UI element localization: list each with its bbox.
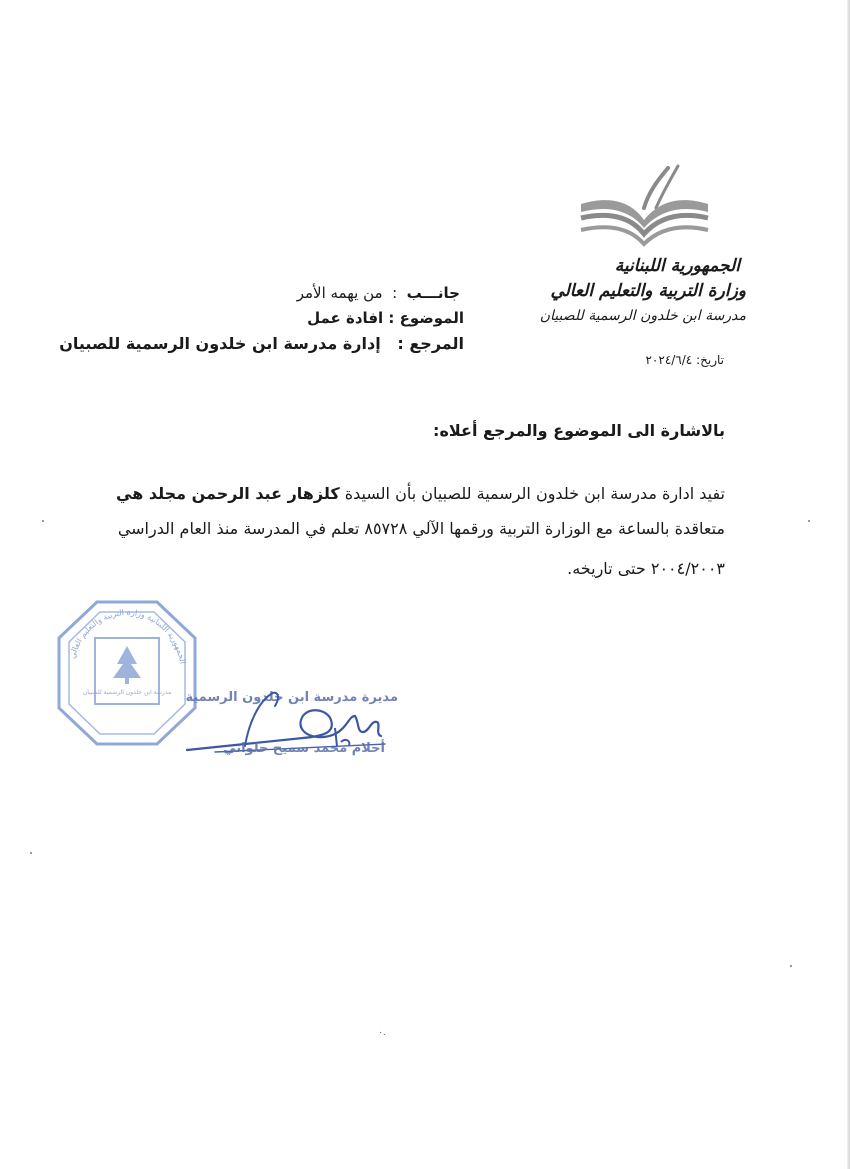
subject-value: : افادة عمل <box>307 309 400 327</box>
stamp-outer-text: الجمهورية اللبنانية وزارة التربية والتعليم العالي <box>67 607 188 665</box>
header-ministry: وزارة التربية والتعليم العالي <box>550 281 746 301</box>
scan-speck <box>790 965 792 967</box>
reference-value: : إدارة مدرسة ابن خلدون الرسمية للصبيان <box>59 334 410 353</box>
signature-title: مديرة مدرسة ابن خلدون الرسمية <box>185 690 398 705</box>
employee-name: كلزهار عبد الرحمن مجلد <box>148 484 340 503</box>
body-line-1-text-a: تفيد ادارة مدرسة ابن خلدون الرسمية للصبيان بأن السيدة <box>339 484 725 503</box>
body-line-1 <box>116 481 725 507</box>
recipient-value: : من يهمه الأمر <box>296 284 407 302</box>
body-line-2: متعاقدة بالساعة مع الوزارة التربية ورقمها الآلي ٨٥٧٢٨ تعلم في المدرسة منذ العام الدراسي <box>117 519 725 538</box>
header-republic: الجمهورية اللبنانية <box>614 256 740 276</box>
recipient-label: جانـــب <box>406 284 460 302</box>
open-book-logo-icon <box>578 160 713 250</box>
meta-subject <box>307 309 464 327</box>
stamp-inner-text: مدرسة ابن خلدون الرسمية للصبيان <box>82 689 172 696</box>
reference-label: المرجع <box>409 334 464 353</box>
body-line-3: ٢٠٠٤/٢٠٠٣ حتى تاريخه. <box>567 559 725 578</box>
subject-label: الموضوع <box>399 309 464 327</box>
meta-recipient <box>297 284 460 302</box>
scan-speck <box>30 852 32 854</box>
date-line <box>645 353 724 367</box>
scan-speck <box>808 520 810 522</box>
salutation: بالاشارة الى الموضوع والمرجع أعلاه: <box>433 421 725 440</box>
body-line-1-text-b: هي <box>116 484 149 503</box>
scan-speck <box>42 520 44 522</box>
date-value: ٢٠٢٤/٦/٤ <box>645 353 693 367</box>
scan-mark: ٠. <box>378 1028 386 1038</box>
date-label: تاريخ: <box>696 353 724 367</box>
header-school: مدرسة ابن خلدون الرسمية للصبيان <box>539 308 746 324</box>
official-stamp-icon <box>55 598 199 748</box>
signature-name: أحلام محمد سميح حلواني <box>223 741 385 756</box>
meta-reference <box>59 334 464 353</box>
